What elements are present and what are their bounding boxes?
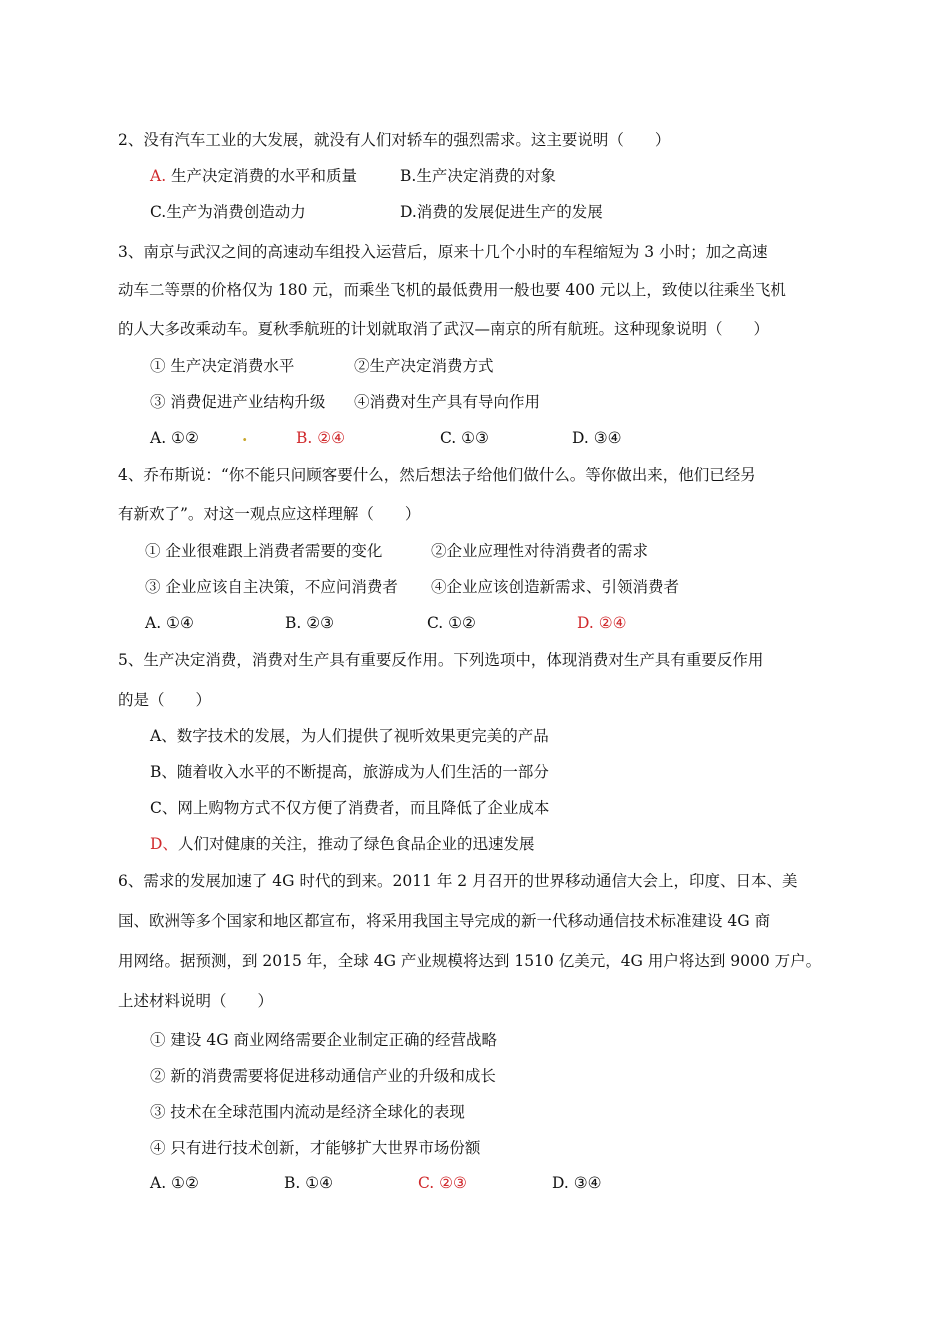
q2-option-d: D.消费的发展促进生产的发展	[400, 203, 603, 221]
q6-option-b: B. ①④	[284, 1174, 334, 1192]
q6-stem-line2: 国、欧洲等多个国家和地区都宣布，将采用我国主导完成的新一代移动通信技术标准建设 4G 商	[118, 912, 771, 930]
q4-item-2: ②企业应理性对待消费者的需求	[431, 542, 649, 560]
q2-option-a-letter: A.	[150, 167, 167, 185]
q5-option-c: C、网上购物方式不仅方便了消费者，而且降低了企业成本	[150, 799, 550, 817]
q3-mark: .	[242, 426, 248, 445]
q2-option-c: C.生产为消费创造动力	[150, 203, 306, 221]
q4-option-d: D. ②④	[577, 614, 627, 632]
q4-option-b: B. ②③	[285, 614, 335, 632]
q6-stem-line1: 6、需求的发展加速了 4G 时代的到来。2011 年 2 月召开的世界移动通信大会上，印度、日本、美	[118, 872, 798, 890]
q5-option-d-letter: D、	[150, 835, 178, 853]
q6-item-4: ④ 只有进行技术创新，才能够扩大世界市场份额	[150, 1139, 481, 1157]
q2-option-a	[150, 166, 357, 186]
q4-item-3: ③ 企业应该自主决策，不应问消费者	[145, 578, 398, 596]
q3-stem-line1: 3、南京与武汉之间的高速动车组投入运营后，原来十几个小时的车程缩短为 3 小时；加之高速	[118, 243, 768, 261]
q2-option-a-text: 生产决定消费的水平和质量	[166, 167, 358, 185]
q3-item-4: ④消费对生产具有导向作用	[354, 393, 541, 411]
q6-option-c: C. ②③	[418, 1174, 467, 1192]
q3-option-c: C. ①③	[440, 429, 489, 447]
q2-stem: 2、没有汽车工业的大发展，就没有人们对轿车的强烈需求。这主要说明（ ）	[118, 131, 671, 149]
q5-option-d	[150, 834, 534, 854]
q6-item-3: ③ 技术在全球范围内流动是经济全球化的表现	[150, 1103, 465, 1121]
q6-option-d: D. ③④	[552, 1174, 602, 1192]
q3-stem-line3: 的人大多改乘动车。夏秋季航班的计划就取消了武汉—南京的所有航班。这种现象说明（ ）	[118, 320, 770, 338]
q3-option-a: A. ①②	[150, 429, 199, 447]
q4-item-1: ① 企业很难跟上消费者需要的变化	[145, 542, 383, 560]
q5-stem-line1: 5、生产决定消费，消费对生产具有重要反作用。下列选项中，体现消费对生产具有重要反作用	[118, 651, 764, 669]
q5-option-d-text: 人们对健康的关注，推动了绿色食品企业的迅速发展	[177, 835, 535, 853]
q4-option-a: A. ①④	[145, 614, 194, 632]
q3-option-d: D. ③④	[572, 429, 622, 447]
q3-item-1: ① 生产决定消费水平	[150, 357, 295, 375]
q6-stem-line4: 上述材料说明（ ）	[118, 992, 274, 1010]
q5-stem-line2: 的是（ ）	[118, 691, 212, 709]
q3-item-3: ③ 消费促进产业结构升级	[150, 393, 326, 411]
q4-stem-line2: 有新欢了”。对这一观点应这样理解（ ）	[118, 505, 421, 523]
q4-stem-line1: 4、乔布斯说：“你不能只问顾客要什么，然后想法子给他们做什么。等你做出来，他们已经另	[118, 466, 756, 484]
q4-item-4: ④企业应该创造新需求、引领消费者	[431, 578, 680, 596]
q6-item-1: ① 建设 4G 商业网络需要企业制定正确的经营战略	[150, 1031, 498, 1049]
q6-item-2: ② 新的消费需要将促进移动通信产业的升级和成长	[150, 1067, 496, 1085]
q3-item-2: ②生产决定消费方式	[354, 357, 494, 375]
q3-option-b: B. ②④	[296, 429, 346, 447]
q2-option-b: B.生产决定消费的对象	[400, 167, 556, 185]
q6-option-a: A. ①②	[150, 1174, 199, 1192]
q6-stem-line3: 用网络。据预测，到 2015 年，全球 4G 产业规模将达到 1510 亿美元，4G 用户将达到 9000 万户。	[118, 952, 822, 970]
q5-option-b: B、随着收入水平的不断提高，旅游成为人们生活的一部分	[150, 763, 549, 781]
q4-option-c: C. ①②	[427, 614, 476, 632]
q5-option-a: A、数字技术的发展，为人们提供了视听效果更完美的产品	[150, 727, 549, 745]
q3-stem-line2: 动车二等票的价格仅为 180 元，而乘坐飞机的最低费用一般也要 400 元以上，致使以往乘坐飞机	[118, 281, 786, 299]
